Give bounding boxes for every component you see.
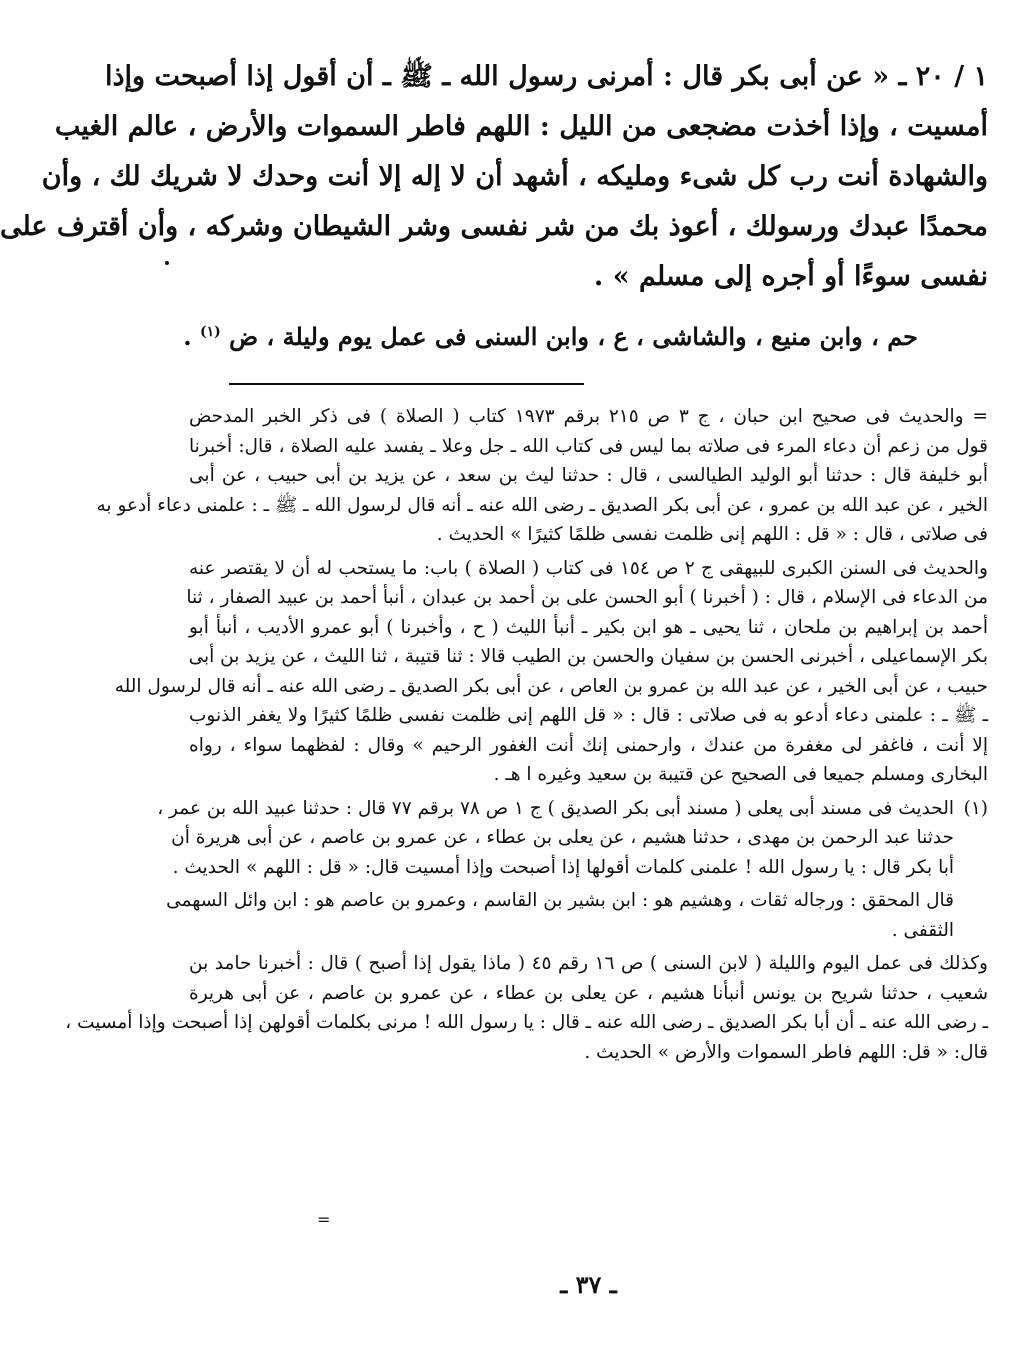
footnote-line: أبو خليفة قال : حدثنا أبو الوليد الطيالسى ، قال : حدثنا ليث بن سعد ، عن يزيد بن أبى حبيب ، عن أبى [189,465,988,486]
footnote-line: حدثنا عبد الرحمن بن مهدى ، حدثنا هشيم ، عن يعلى بن عطاء ، عن عمرو بن عاصم ، عن أبى هريرة أن [171,827,954,848]
footnote-1-muhaqqiq [166,886,988,945]
footnote-line: وكذلك فى عمل اليوم والليلة ( لابن السنى ) ص ١٦ رقم ٤٥ ( ماذا يقول إذا أصبح ) قال : أخبرنا حامد بن [189,953,988,974]
main-text [0,52,988,361]
footnote-1-ibn-sunni [65,949,988,1067]
footnote-line: إلا أنت ، فاغفر لى مغفرة من عندك ، وارحمنى إنك أنت الغفور الرحيم » وقال : لفظهما سواء ، رواه [189,734,988,756]
footnote-line: والحديث فى السنن الكبرى للبيهقى ج ٢ ص ١٥٤ فى كتاب ( الصلاة ) باب: ما يستحب له أن لا يقتصر عنه [189,557,988,579]
continuation-mark: = [317,1210,331,1229]
sources-text: حم ، وابن منيع ، والشاشى ، ع ، وابن السنى فى عمل يوم وليلة ، ض [229,322,918,351]
footnote-line: أحمد بن إبراهيم بن ملحان ، ثنا يحيى ـ هو ابن بكير ـ أنبأ الليث ( ح ، وأخبرنا ) أبو عمرو الأديب ، أنبأ أبو [189,616,988,638]
footnote-continuation-ibn-hibban [96,402,988,550]
footnote-divider [229,383,584,385]
footnote-1 [157,794,988,883]
footnote-line: الثقفى . [891,919,954,941]
hadith-sources: حم ، وابن منيع ، والشاشى ، ع ، وابن السنى فى عمل يوم وليلة ، ض $^{(١)}$ . [183,322,918,351]
margin-dot [165,261,169,265]
main-line-2: أمسيت ، وإذا أخذت مضجعى من الليل : اللهم فاطر السموات والأرض ، عالم الغيب [54,111,988,142]
footnote-ref: (١) [199,324,221,340]
footnote-line: الخير ، عن عبد الله بن عمرو ، عن أبى بكر الصديق ـ رضى الله عنه ـ أنه قال لرسول الله ـ ﷺ ـ : علمنى دعاء أدعو به [96,494,988,516]
footnote-line: أبا بكر قال : يا رسول الله ! علمنى كلمات أقولها إذا أصبحت وإذا أمسيت قال: « قل : اللهم » الحديث . [172,856,954,878]
main-line-5: نفسى سوءًا أو أجره إلى مسلم » . [593,261,988,292]
footnote-line: حبيب ، عن أبى الخير ، عن عبد الله بن عمرو بن العاص ، عن أبى بكر الصديق ـ رضى الله عنه ـ أنه قال لرسول الله [114,675,988,697]
footnote-line [157,794,988,824]
footnote-line: قال المحقق : ورجاله ثقات ، وهشيم هو : ابن بشير بن القاسم ، وعمرو بن عاصم هو : ابن وائل السهمى [166,890,954,911]
footnote-continuation-bayhaqi [114,554,988,790]
main-line-3: والشهادة أنت رب كل شىء ومليكه ، أشهد أن لا إله إلا أنت وحدك لا شريك لك ، وأن [41,161,988,192]
page-number: ـ ٣٧ ـ [560,1270,617,1299]
footnote-line: بكر الإسماعيلى ، أخبرنى الحسن بن سفيان والحسن بن الطيب قالا : ثنا قتيبة ، ثنا الليث ، عن يزيد بن أبى [188,646,988,667]
footnote-text: الحديث فى مسند أبى يعلى ( مسند أبى بكر الصديق ) ج ١ ص ٧٨ برقم ٧٧ قال : حدثنا عبيد الله بن عمر ، [157,797,954,819]
footnote-line: قول من زعم أن دعاء المرء فى صلاته بما ليس فى كتاب الله ـ جل وعلا ـ يفسد عليه الصلاة ، قال: أخبرنا [189,435,988,457]
footnote-line: فى صلاتى ، قال : « قل : اللهم إنى ظلمت نفسى ظلمًا كثيرًا » الحديث . [436,524,988,545]
main-line-1: ١ / ٢٠ ـ « عن أبى بكر قال : أمرنى رسول الله ـ ﷺ ـ أن أقول إذا أصبحت وإذا [104,61,988,92]
footnote-line: ـ ﷺ ـ : علمنى دعاء أدعو به فى صلاتى : قال : « قل اللهم إنى ظلمت نفسى ظلمًا كثيرًا ولا يغفر الذنوب [189,705,988,726]
footnotes [65,402,988,1071]
footnote-number: (١) [963,797,988,819]
main-line-4: محمدًا عبدك ورسولك ، أعوذ بك من شر نفسى وشر الشيطان وشركه ، وأن أقترف على [0,211,988,242]
footnote-line: ـ رضى الله عنه ـ أن أبا بكر الصديق ـ رضى الله عنه ـ قال : يا رسول الله ! مرنى بكلمات أقولهن إذا أصبحت وإذا أمسيت ، [65,1012,988,1033]
footnote-line: من الدعاء فى الإسلام ، قال : ( أخبرنا ) أبو الحسن على بن أحمد بن عبدان ، أنبأ أحمد بن عبيد الصفار ، ثنا [186,587,988,608]
footnote-line: قال: « قل: اللهم فاطر السموات والأرض » الحديث . [584,1041,988,1063]
footnote-line: شعيب ، حدثنا شريح بن يونس أنبأنا هشيم ، عن يعلى بن عطاء ، عن عمرو بن عاصم ، عن أبى هريرة [189,982,988,1004]
footnote-line: = والحديث فى صحيح ابن حبان ، ج ٣ ص ٢١٥ برقم ١٩٧٣ كتاب ( الصلاة ) فى ذكر الخبر المدحض [189,406,988,427]
footnote-line: البخارى ومسلم جميعا فى الصحيح عن قتيبة بن سعيد وغيره ا هـ . [493,764,988,785]
